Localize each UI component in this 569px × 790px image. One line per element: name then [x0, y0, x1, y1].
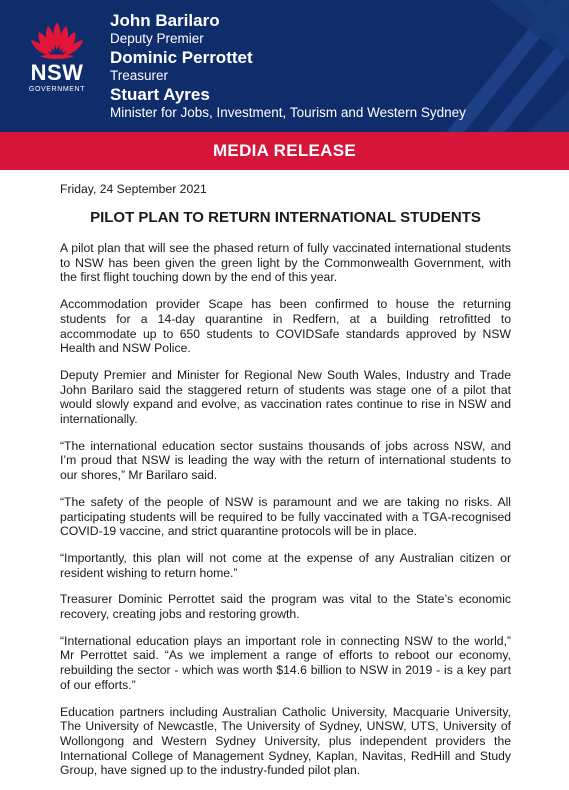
minister-role: Deputy Premier — [110, 31, 204, 46]
release-paragraph: “The international education sector sustains thousands of jobs across NSW, and I’m proud that NSW is leading the way with the return of international students to our shores,” Mr Barilaro said. — [60, 438, 511, 483]
logo-subtext: GOVERNMENT — [28, 86, 86, 93]
minister-role: Minister for Jobs, Investment, Tourism and Western Sydney — [110, 105, 466, 120]
page-header — [0, 0, 569, 132]
release-paragraph: “Importantly, this plan will not come at the expense of any Australian citizen or resident wishing to return home.” — [60, 550, 511, 580]
release-date: Friday, 24 September 2021 — [60, 182, 207, 196]
release-paragraph: Education partners including Australian Catholic University, Macquarie University, The University of Newcastle, The University of Sydney, UNSW, UTS, University of Wollongong and Western Sydney University, plus independent providers the International College of Management Sydney, Kaplan, Navitas, RedHill and Study Group, have signed up to the industry-funded pilot plan. — [60, 704, 511, 778]
media-release-banner: MEDIA RELEASE — [0, 132, 569, 170]
minister-name: Stuart Ayres — [110, 85, 210, 104]
nsw-government-logo — [22, 20, 92, 98]
release-title: PILOT PLAN TO RETURN INTERNATIONAL STUDENTS — [90, 209, 481, 226]
release-paragraph: “International education plays an important role in connecting NSW to the world,” Mr Perrottet said. “As we implement a range of efforts to reboot our economy, rebuilding the sector - which was worth $14.6 billion to NSW in 2019 - is a key part of our efforts.” — [60, 633, 511, 692]
logo-wordmark: NSW — [30, 60, 84, 85]
release-paragraph: Treasurer Dominic Perrottet said the program was vital to the State’s economic recovery, creating jobs and restoring growth. — [60, 592, 511, 622]
minister-name: Dominic Perrottet — [110, 48, 253, 67]
release-paragraph: Deputy Premier and Minister for Regional New South Wales, Industry and Trade John Barilaro said the staggered return of students was stage one of a pilot that would slowly expand and evolve, as vaccination rates continue to rise in NSW and internationally. — [60, 367, 511, 427]
minister-name: John Barilaro — [110, 11, 220, 30]
release-paragraph: A pilot plan that will see the phased return of fully vaccinated international students to NSW has been given the green light by the Commonwealth Government, with the first flight touching down by the end of this year. — [60, 241, 511, 285]
minister-role: Treasurer — [110, 68, 169, 83]
release-paragraph: Accommodation provider Scape has been confirmed to house the returning students for a 14-day quarantine in Redfern, at a building retrofitted to accommodate up to 650 students to COVIDSafe standards approved by NSW Health and NSW Police. — [60, 297, 511, 356]
waratah-flower-icon — [28, 20, 86, 62]
release-body — [60, 181, 511, 790]
ministers-list — [110, 11, 466, 122]
release-paragraph: “The safety of the people of NSW is paramount and we are taking no risks. All participating students will be required to be fully vaccinated with a TGA-recognised COVID-19 vaccine, and strict quarantine protocols will be in place. — [60, 494, 511, 539]
